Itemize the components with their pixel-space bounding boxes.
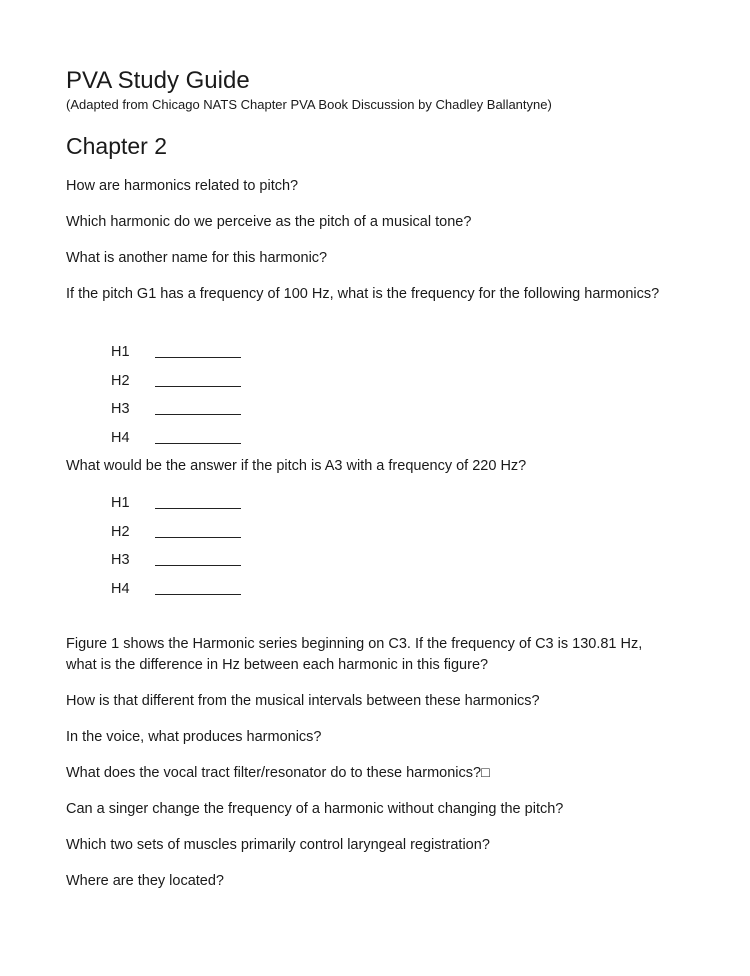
- harmonic-label: H2: [111, 524, 130, 540]
- answer-blank-line: [155, 536, 241, 538]
- question-figure1-difference: Figure 1 shows the Harmonic series beginning on C3. If the frequency of C3 is 130.81 Hz, what is the difference in Hz between each harmonic in this figure?: [66, 636, 643, 673]
- answer-row-set2-h4: [111, 579, 241, 599]
- answer-row-set2-h1: [111, 493, 241, 513]
- question-muscle-location: Where are they located?: [66, 873, 224, 889]
- harmonic-label: H3: [111, 552, 130, 568]
- question-harmonic-name: What is another name for this harmonic?: [66, 250, 328, 266]
- chapter-heading: Chapter 2: [66, 133, 168, 159]
- answer-blank-line: [155, 507, 241, 509]
- harmonic-label: H3: [111, 401, 130, 417]
- answer-row-set1-h4: [111, 428, 241, 448]
- question-musical-intervals: How is that different from the musical intervals between these harmonics?: [66, 693, 540, 709]
- question-vocal-tract: What does the vocal tract filter/resonator do to these harmonics?□: [66, 765, 490, 781]
- harmonic-label: H1: [111, 344, 130, 360]
- harmonic-label: H1: [111, 495, 130, 511]
- answer-row-set1-h3: [111, 399, 241, 419]
- harmonic-label: H4: [111, 430, 130, 446]
- harmonic-label: H4: [111, 581, 130, 597]
- question-a3-frequency: What would be the answer if the pitch is A3 with a frequency of 220 Hz?: [66, 458, 527, 474]
- answer-blank-line: [155, 385, 241, 387]
- answer-blank-line: [155, 564, 241, 566]
- answer-blank-line: [155, 442, 241, 444]
- question-change-frequency: Can a singer change the frequency of a harmonic without changing the pitch?: [66, 801, 564, 817]
- question-perceived-harmonic: Which harmonic do we perceive as the pitch of a musical tone?: [66, 214, 472, 230]
- answer-row-set1-h2: [111, 371, 241, 391]
- question-harmonics-pitch: How are harmonics related to pitch?: [66, 178, 299, 194]
- document-subtitle: (Adapted from Chicago NATS Chapter PVA Book Discussion by Chadley Ballantyne): [66, 97, 552, 112]
- answer-blank-line: [155, 593, 241, 595]
- answer-blank-line: [155, 356, 241, 358]
- document-title: PVA Study Guide: [66, 67, 250, 94]
- answer-row-set2-h3: [111, 550, 241, 570]
- answer-blank-line: [155, 413, 241, 415]
- question-laryngeal-muscles: Which two sets of muscles primarily control laryngeal registration?: [66, 837, 490, 853]
- question-g1-frequency: If the pitch G1 has a frequency of 100 Hz, what is the frequency for the following harmonics?: [66, 286, 660, 302]
- answer-row-set1-h1: [111, 342, 241, 362]
- harmonic-label: H2: [111, 373, 130, 389]
- question-voice-harmonics: In the voice, what produces harmonics?: [66, 729, 322, 745]
- answer-row-set2-h2: [111, 522, 241, 542]
